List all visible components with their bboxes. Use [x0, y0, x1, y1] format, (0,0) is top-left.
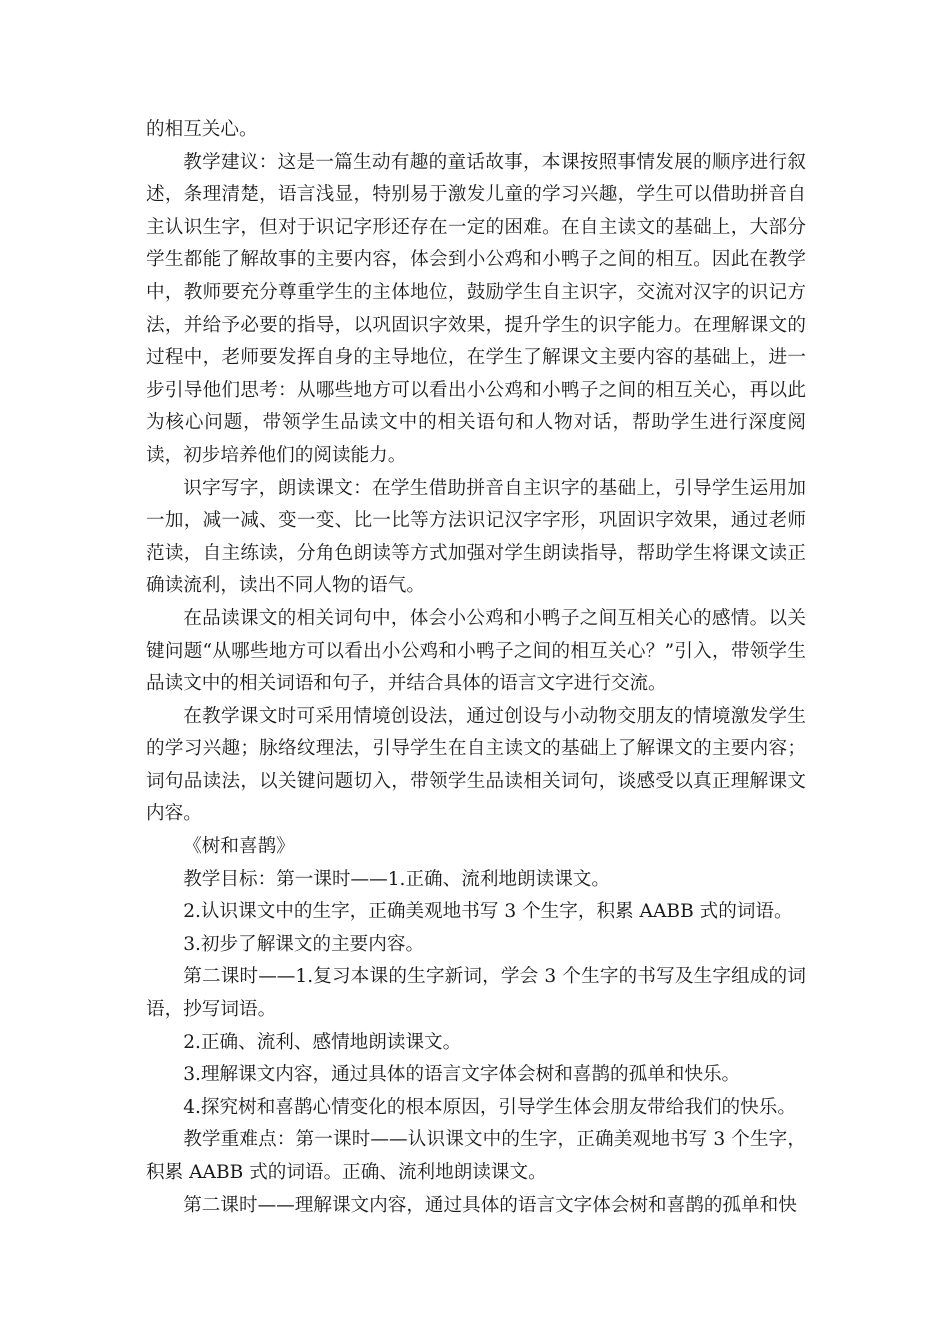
objective-item: 2.正确、流利、感情地朗读课文。	[183, 1031, 462, 1053]
objective-item: 2.认识课文中的生字，正确美观地书写 3 个生字，积累 AABB 式的词语。	[183, 901, 793, 923]
objective-item: 第二课时——1.复习本课的生字新词，学会 3 个生字的书写及生字组成的词语，抄写词语。	[146, 966, 806, 1021]
paragraph-teaching-methods: 在教学课文时可采用情境创设法，通过创设与小动物交朋友的情境激发学生的学习兴趣；脉络纹理法，引导学生在自主读文的基础上了解课文的主要内容；词句品读法，以关键问题切入，带领学生品读相关词句，谈感受以真正理解课文内容。	[146, 705, 806, 825]
objective-item: 4.探究树和喜鹊心情变化的根本原因，引导学生体会朋友带给我们的快乐。	[183, 1096, 796, 1118]
paragraph-continuation: 的相互关心。	[146, 119, 258, 140]
lesson-title: 《树和喜鹊》	[183, 836, 295, 858]
paragraph-word-study: 在品读课文的相关词句中，体会小公鸡和小鸭子之间互相关心的感情。以关键问题“从哪些地方可以看出小公鸡和小鸭子之间的相互关心？”引入，带领学生品读文中的相关词语和句子，并结合具体的语言文字进行交流。	[146, 607, 806, 695]
key-difficulty: 第二课时——理解课文内容，通过具体的语言文字体会树和喜鹊的孤单和快	[183, 1194, 797, 1216]
document-page	[146, 114, 806, 1222]
paragraph-teaching-suggestion: 教学建议：这是一篇生动有趣的童话故事，本课按照事情发展的顺序进行叙述，条理清楚，语言浅显，特别易于激发儿童的学习兴趣，学生可以借助拼音自主认识生字，但对于识记字形还存在一定的困难。在自主读文的基础上，大部分学生都能了解故事的主要内容，体会到小公鸡和小鸭子之间的相互。因此在教学中，教师要充分尊重学生的主体地位，鼓励学生自主识字，交流对汉字的识记方法，并给予必要的指导，以巩固识字效果，提升学生的识字能力。在理解课文的过程中，老师要发挥自身的主导地位，在学生了解课文主要内容的基础上，进一步引导他们思考：从哪些地方可以看出小公鸡和小鸭子之间的相互关心，再以此为核心问题，带领学生品读文中的相关语句和人物对话，帮助学生进行深度阅读，初步培养他们的阅读能力。	[146, 151, 806, 466]
key-difficulty: 教学重难点：第一课时——认识课文中的生字，正确美观地书写 3 个生字，积累 AABB 式的词语。正确、流利地朗读课文。	[146, 1129, 806, 1183]
objective-item: 3.初步了解课文的主要内容。	[183, 933, 425, 955]
objective-item: 教学目标：第一课时——1.正确、流利地朗读课文。	[183, 868, 610, 890]
objective-item: 3.理解课文内容，通过具体的语言文字体会树和喜鹊的孤单和快乐。	[183, 1064, 741, 1086]
paragraph-literacy-reading: 识字写字，朗读课文：在学生借助拼音自主识字的基础上，引导学生运用加一加，减一减、变一变、比一比等方法识记汉字字形，巩固识字效果，通过老师范读，自主练读，分角色朗读等方式加强对学生朗读指导，帮助学生将课文读正确读流利，读出不同人物的语气。	[146, 477, 806, 597]
